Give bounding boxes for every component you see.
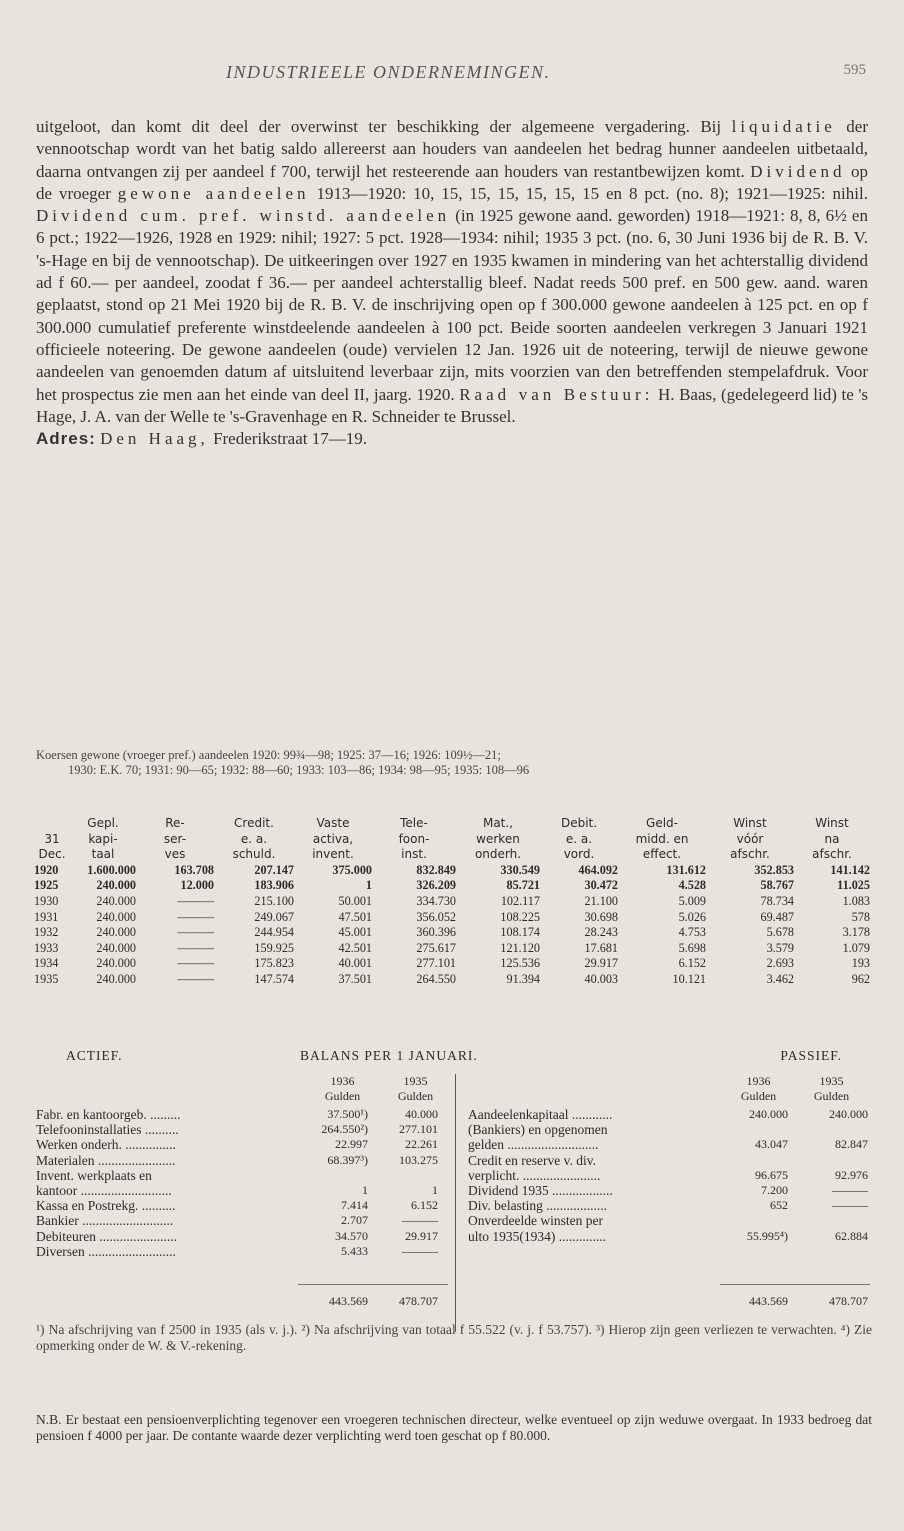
table-cell: 131.612	[666, 862, 706, 877]
year-cell: 1933	[34, 940, 59, 955]
year-cell: 1932	[34, 925, 59, 940]
spaced-term-dividend-pref: Dividend cum. pref. winstd. aandeelen	[36, 206, 451, 226]
balance-label: Debiteuren .......................	[36, 1228, 177, 1244]
table-cell: 21.100	[584, 893, 618, 908]
year-label: 1936	[746, 1074, 771, 1088]
balance-label: Dividend 1935 ..................	[468, 1182, 613, 1198]
passief-column-headers	[722, 1074, 868, 1104]
unit-label: Gulden	[813, 1089, 850, 1103]
balance-row	[36, 1122, 446, 1137]
table-cell: 108.225	[500, 909, 540, 924]
balance-label: gelden ...........................	[468, 1137, 599, 1153]
year-cell: 1931	[34, 909, 59, 924]
text-run: (in 1925 gewone aand. geworden) 1918—1921: 8, 8, 6½ en 6 pct.; 1922—1926, 1928 en 1929: nihil; 1927: 5 pct. 1928—1934: nihil; 1935 3 pct. (no. 6, 30 Juni 1936 bij de R. B. V. 's-Hage en bij de vennootschap). De uitkeeringen over 1927 en 1935 kwamen in mindering van het achterstallig dividend ad f 60.— per aandeel, zoodat f 36.— per aandeel achterstallig bleef. Nadat reeds 500 pref. en 500 gew. aand. waren geplaatst, stond op 21 Mei 1920 bij de R. B. V. de inschrijving open op f 300.000 gewone aandeelen à 125 pct. en op f 300.000 cumulatief preferente winstdeelende aandeelen à 100 pct. Beide soorten aandeelen verkregen 3 Januari 1921 officieele noteering. De gewone aandeelen (oude) vervielen 12 Jan. 1926 uit de noteering, terwijl de nieuwe gewone aandeelen van genoemden datum af uitsluitend leverbaar zijn, mits voorzien van den betreffenden stempelafdruk. Voor het prospectus zie men aan het einde van deel II, jaarg. 1920.	[36, 206, 868, 404]
balance-label: Fabr. en kantoorgeb. .........	[36, 1107, 181, 1122]
unit-label: Gulden	[740, 1089, 777, 1103]
year-cell: 1925	[34, 878, 59, 893]
passief-list	[466, 1107, 872, 1244]
balance-label: (Bankiers) en opgenomen	[468, 1122, 608, 1138]
table-cell: 277.101	[416, 956, 456, 971]
table-cell: 1.079	[842, 940, 870, 955]
balance-value: 43.047	[755, 1137, 788, 1152]
balance-row	[36, 1168, 446, 1183]
table-cell: 6.152	[678, 956, 706, 971]
table-cell: 58.767	[760, 878, 794, 893]
balance-row	[36, 1183, 446, 1198]
column-header: onderh.	[474, 847, 522, 862]
table-row	[34, 972, 870, 988]
balance-value: ———	[832, 1198, 868, 1213]
description-paragraph	[36, 116, 868, 428]
balance-label: Aandeelenkapitaal ............	[468, 1107, 613, 1122]
balance-value: 240.000	[829, 1107, 868, 1121]
balance-value: ———	[402, 1243, 438, 1258]
share-prices-line: Koersen gewone (vroeger pref.) aandeelen 1920: 99¾—98; 1925: 37—16; 1926: 109½—21;	[36, 748, 501, 762]
balance-row	[466, 1137, 872, 1152]
balance-value: 34.570	[335, 1228, 368, 1243]
unit-label: Gulden	[324, 1089, 361, 1103]
balance-row	[36, 1137, 446, 1152]
column-header: Winst	[815, 816, 849, 830]
column-header: foon-	[398, 831, 430, 846]
actief-list	[36, 1107, 446, 1259]
balance-value: ———	[832, 1182, 868, 1197]
table-cell: 37.501	[338, 971, 372, 986]
passief-heading: PASSIEF.	[780, 1048, 842, 1063]
column-header: activa,	[312, 831, 354, 846]
text-run: uitgeloot, dan komt dit deel der overwinst ter beschikking der algemeene vergadering. Bij	[36, 117, 732, 136]
balance-label: Credit en reserve v. div.	[468, 1152, 596, 1168]
table-cell: 1	[365, 878, 372, 893]
table-cell: 141.142	[830, 862, 870, 877]
table-cell: 240.000	[96, 893, 136, 908]
table-cell: 464.092	[578, 862, 618, 877]
footnotes: ¹) Na afschrijving van f 2500 in 1935 (als v. j.). ²) Na afschrijving van totaal f 55.522 (v. j. f 53.757). ³) Hierop zijn geen verliezen te verwachten. ⁴) Zie opmerking onder de W. & V.-rekening.	[36, 1322, 872, 1353]
table-cell: 50.001	[338, 893, 372, 908]
balance-value: 55.995⁴)	[746, 1228, 788, 1243]
table-cell: 962	[851, 971, 870, 986]
table-cell: 121.120	[500, 940, 540, 955]
year-cell: 1930	[34, 893, 59, 908]
table-cell: 1.600.000	[87, 862, 136, 877]
table-cell: 1.083	[842, 893, 870, 908]
balance-label: verplicht. .......................	[468, 1167, 601, 1183]
balance-value: 37.500¹)	[327, 1107, 368, 1121]
address-line	[36, 428, 868, 450]
share-prices-line: 1930: E.K. 70; 1931: 90—65; 1932: 88—60; 1933: 103—86; 1934: 98—95; 1935: 108—96	[68, 763, 530, 777]
actief-heading: ACTIEF.	[66, 1048, 123, 1063]
table-cell: 5.009	[678, 893, 706, 908]
table-cell: 3.579	[766, 940, 794, 955]
column-header: Gepl.	[87, 816, 119, 830]
table-cell: 334.730	[416, 893, 456, 908]
running-title: INDUSTRIEELE ONDERNEMINGEN.	[226, 62, 551, 82]
table-cell: 193	[851, 956, 870, 971]
balance-value: 40.000	[405, 1107, 438, 1121]
table-cell: 12.000	[180, 878, 214, 893]
column-header: Debit.	[560, 816, 598, 830]
table-cell: 360.396	[416, 925, 456, 940]
table-cell: 78.734	[760, 893, 794, 908]
spaced-term-dividend: Dividend	[750, 161, 846, 181]
text-run: der vennootschap wordt van het batig saldo allereerst aan houders van aandeelen het bedrag hunner aandeelen uitbetaald, daarna ontvangen zij per aandeel f 700, terwijl het resteerende aan houders van restantbewijzen komt.	[36, 117, 868, 181]
table-cell: 40.001	[338, 956, 372, 971]
balance-row	[466, 1153, 872, 1168]
table-cell: 29.917	[584, 956, 618, 971]
balance-value: 277.101	[399, 1122, 438, 1137]
year-label: 1935	[403, 1074, 428, 1088]
unit-label: Gulden	[397, 1089, 434, 1103]
table-cell: 5.698	[678, 940, 706, 955]
balance-value: 22.261	[405, 1137, 438, 1152]
column-header: Credit.	[234, 816, 274, 830]
table-cell: 42.501	[338, 940, 372, 955]
table-row	[34, 925, 870, 941]
year-cell: 1920	[34, 862, 59, 877]
column-header: Tele-	[400, 816, 428, 830]
table-cell: 240.000	[96, 925, 136, 940]
table-cell: 91.394	[506, 971, 540, 986]
table-cell: 244.954	[254, 925, 294, 940]
balance-row	[466, 1122, 872, 1137]
table-cell: 356.052	[416, 909, 456, 924]
balance-value: 92.976	[835, 1167, 868, 1182]
spaced-term-liquidatie: liquidatie	[731, 117, 836, 136]
table-cell: 5.026	[678, 909, 706, 924]
balance-row	[36, 1213, 446, 1228]
actief-total-1935: 478.707	[399, 1294, 438, 1308]
table-row	[34, 878, 870, 894]
table-cell: 352.853	[754, 862, 794, 877]
column-header: Dec.	[38, 847, 66, 862]
balance-label: Invent. werkplaats en	[36, 1167, 152, 1183]
balance-label: Werken onderh. ...............	[36, 1137, 176, 1153]
balance-label: Materialen .......................	[36, 1152, 176, 1168]
balance-totals	[36, 1294, 872, 1312]
balance-value: 96.675	[755, 1167, 788, 1182]
actief-column-headers	[306, 1074, 452, 1104]
table-cell: 375.000	[332, 862, 372, 877]
table-cell: 240.000	[96, 956, 136, 971]
total-rule	[720, 1284, 870, 1285]
table-cell: 249.067	[254, 909, 294, 924]
table-cell: ———	[177, 971, 214, 986]
table-cell: 330.549	[500, 862, 540, 877]
table-cell: ———	[177, 909, 214, 924]
header-row	[34, 832, 870, 848]
column-header: e. a.	[565, 831, 593, 846]
balance-value: 62.884	[835, 1228, 868, 1243]
table-cell: ———	[177, 925, 214, 940]
balance-value: 1	[432, 1182, 438, 1197]
header-row	[34, 816, 870, 832]
table-cell: 240.000	[96, 940, 136, 955]
address-label: Adres:	[36, 429, 96, 449]
balance-label: Telefooninstallaties ..........	[36, 1122, 179, 1138]
table-cell: 159.925	[254, 940, 294, 955]
column-header: Geld-	[646, 816, 678, 830]
table-cell: 163.708	[174, 862, 214, 877]
table-cell: 28.243	[584, 925, 618, 940]
balance-value: 7.414	[341, 1198, 368, 1213]
balance-row	[466, 1183, 872, 1198]
balance-value: 652	[770, 1198, 788, 1213]
column-header: afschr.	[812, 847, 852, 862]
balance-value: 22.997	[335, 1137, 368, 1152]
column-header: 31	[44, 831, 60, 846]
table-cell: 832.849	[416, 862, 456, 877]
balance-row	[36, 1244, 446, 1259]
balance-value: ———	[402, 1213, 438, 1228]
table-cell: ———	[177, 893, 214, 908]
spaced-term-gewone-aandeelen: gewone aandeelen	[117, 183, 310, 203]
table-cell: 17.681	[584, 940, 618, 955]
column-header: Winst	[733, 816, 767, 830]
balance-label: Onverdeelde winsten per	[468, 1213, 603, 1229]
column-header: invent.	[312, 847, 354, 862]
address-street: Frederikstraat 17—19.	[208, 429, 367, 449]
company-description	[36, 116, 868, 450]
balance-row	[36, 1153, 446, 1168]
balance-label: kantoor ...........................	[36, 1182, 172, 1198]
year-label: 1935	[819, 1074, 844, 1088]
column-header: midd. en	[635, 831, 689, 846]
table-cell: 240.000	[96, 971, 136, 986]
balance-row	[466, 1168, 872, 1183]
balance-value: 6.152	[411, 1198, 438, 1213]
column-header: inst.	[401, 847, 427, 862]
column-header: Re-	[165, 816, 185, 830]
financial-table-header	[34, 816, 870, 863]
column-header: werken	[476, 831, 520, 846]
financial-table	[34, 816, 870, 988]
table-cell: 4.753	[678, 925, 706, 940]
table-cell: 207.147	[254, 862, 294, 877]
balance-value: 264.550²)	[321, 1122, 368, 1137]
table-row	[34, 941, 870, 957]
table-row	[34, 863, 870, 879]
balance-label: Kassa en Postrekg. ..........	[36, 1198, 176, 1214]
total-rule	[298, 1284, 448, 1285]
column-header: e. a.	[240, 831, 268, 846]
table-cell: 326.209	[416, 878, 456, 893]
table-cell: 30.698	[584, 909, 618, 924]
text-run: H. Baas, (gedelegeerd lid) te 's Hage, J. A. van der Welle te 's-Gravenhage en R. Schneider te Brussel.	[36, 384, 868, 426]
balance-value: 7.200	[761, 1182, 788, 1197]
balance-row	[36, 1198, 446, 1213]
spaced-term-raad-van-bestuur: Raad van Bestuur:	[459, 384, 654, 404]
column-header: afschr.	[730, 847, 770, 862]
text-run: 1913—1920: 10, 15, 15, 15, 15, 15, 15 en 8 pct. (no. 8); 1921—1925: nihil.	[309, 183, 868, 203]
balance-sheet	[36, 1048, 872, 1326]
table-cell: 240.000	[96, 909, 136, 924]
table-row	[34, 956, 870, 972]
balance-row	[466, 1229, 872, 1244]
balance-value: 240.000	[749, 1107, 788, 1121]
table-cell: 30.472	[584, 878, 618, 893]
column-header: Vaste	[316, 816, 350, 830]
table-cell: 3.462	[766, 971, 794, 986]
balance-value: 82.847	[835, 1137, 868, 1152]
actief-total-1936: 443.569	[329, 1294, 368, 1308]
table-cell: 47.501	[338, 909, 372, 924]
table-cell: 69.487	[760, 909, 794, 924]
column-header: taal	[91, 847, 115, 862]
balance-value: 29.917	[405, 1228, 438, 1243]
balance-row	[466, 1213, 872, 1228]
nota-bene: N.B. Er bestaat een pensioenverplichting tegenover een vroegeren technischen directeur, welke eventueel op zijn weduwe overgaat. In 1933 bedroeg dat pensioen f 4000 per jaar. De contante waarde dezer verplichting werd toen geschat op f 80.000.	[36, 1412, 872, 1443]
table-cell: 3.178	[842, 925, 870, 940]
balance-value: 68.397³)	[327, 1152, 368, 1167]
table-cell: 40.003	[584, 971, 618, 986]
column-header: schuld.	[232, 847, 276, 862]
passief-total-1935: 478.707	[829, 1294, 868, 1308]
column-header: Mat.,	[482, 816, 514, 830]
balance-row	[36, 1107, 446, 1122]
table-cell: 85.721	[506, 878, 540, 893]
table-cell: 147.574	[254, 971, 294, 986]
table-cell: ———	[177, 940, 214, 955]
balance-heading: BALANS PER 1 JANUARI.	[300, 1048, 478, 1063]
column-header: effect.	[642, 847, 682, 862]
balance-value: 5.433	[341, 1243, 368, 1258]
address-city: Den Haag,	[100, 429, 209, 449]
header-row	[34, 847, 870, 863]
balance-row	[466, 1198, 872, 1213]
table-cell: 108.174	[500, 925, 540, 940]
table-cell: 2.693	[766, 956, 794, 971]
table-cell: 45.001	[338, 925, 372, 940]
table-cell: ———	[177, 956, 214, 971]
balance-label: Bankier ...........................	[36, 1213, 174, 1229]
text-run: op de vroeger	[36, 161, 868, 203]
table-cell: 578	[851, 909, 870, 924]
table-cell: 264.550	[416, 971, 456, 986]
table-cell: 4.528	[678, 878, 706, 893]
table-cell: 11.025	[837, 878, 870, 893]
table-row	[34, 910, 870, 926]
column-header: kapi-	[88, 831, 118, 846]
year-cell: 1935	[34, 971, 59, 986]
year-cell: 1934	[34, 956, 59, 971]
running-header	[0, 62, 904, 86]
balance-label: ulto 1935(1934) ..............	[468, 1228, 606, 1244]
table-cell: 240.000	[96, 878, 136, 893]
table-cell: 175.823	[254, 956, 294, 971]
table-cell: 5.678	[766, 925, 794, 940]
column-header: na	[824, 831, 840, 846]
page-number: 595	[843, 62, 866, 78]
passief-total-1936: 443.569	[749, 1294, 788, 1308]
table-cell: 102.117	[500, 893, 540, 908]
column-header: ser-	[163, 831, 187, 846]
table-cell: 275.617	[416, 940, 456, 955]
share-prices	[36, 748, 872, 778]
column-header: vóór	[736, 831, 764, 846]
table-cell: 183.906	[254, 878, 294, 893]
column-header: vord.	[563, 847, 595, 862]
balance-label: Diversen ..........................	[36, 1243, 176, 1259]
balance-row	[466, 1107, 872, 1122]
table-row	[34, 894, 870, 910]
financial-table-body	[34, 863, 870, 988]
table-cell: 10.121	[672, 971, 706, 986]
balance-label: Div. belasting ..................	[468, 1198, 607, 1214]
column-header	[34, 816, 70, 832]
column-header: ves	[164, 847, 186, 862]
balance-row	[36, 1229, 446, 1244]
balance-value: 1	[362, 1182, 368, 1197]
balance-value: 2.707	[341, 1213, 368, 1228]
table-cell: 125.536	[500, 956, 540, 971]
balance-value: 103.275	[399, 1152, 438, 1167]
table-cell: 215.100	[254, 893, 294, 908]
year-label: 1936	[330, 1074, 355, 1088]
